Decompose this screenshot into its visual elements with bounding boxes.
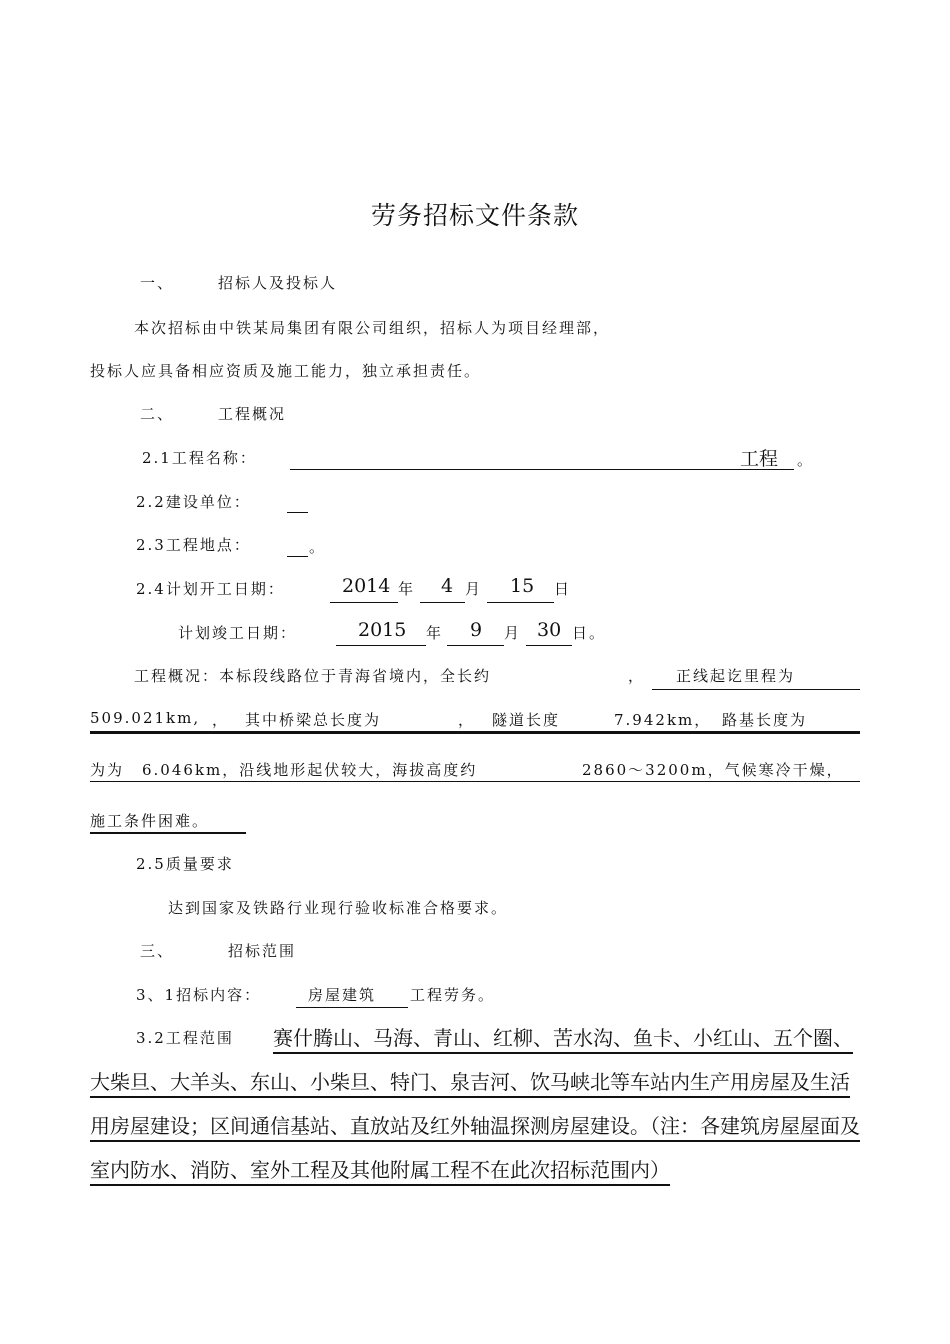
start-year: 2014: [342, 575, 391, 597]
section-1-line-1: 本次招标由中铁某局集团有限公司组织，招标人为项目经理部，: [134, 319, 611, 337]
start-day-unit: 日: [554, 580, 572, 598]
project-name-tail: 工程: [740, 448, 779, 470]
location-label: 2.3工程地点：: [136, 536, 251, 554]
start-month-underline: [420, 602, 465, 603]
overview-line-1c: 正线起讫里程为: [676, 667, 796, 685]
overview-underline-2: [90, 731, 860, 734]
end-day-underline: [526, 645, 572, 646]
scope-content-underline: [296, 1007, 408, 1008]
overview-line-3c: 2860～3200m，气候寒冷干燥，: [582, 761, 844, 779]
project-name-period: 。: [797, 451, 815, 469]
overview-line-2c: 其中桥梁总长度为: [245, 711, 382, 729]
location-underline: [287, 556, 308, 557]
scope-range-text: [90, 1016, 860, 1192]
page-title: 劳务招标文件条款: [370, 201, 579, 230]
overview-line-2e: 隧道长度: [492, 711, 561, 729]
overview-line-2a: 509.021km,: [90, 709, 201, 727]
section-3-heading: 招标范围: [228, 942, 297, 960]
project-name-underline: [290, 469, 794, 470]
quality-text: 达到国家及铁路行业现行验收标准合格要求。: [168, 899, 509, 917]
overview-line-3a: 为为: [90, 761, 125, 779]
end-year-underline: [336, 645, 426, 646]
owner-label: 2.2建设单位：: [136, 493, 251, 511]
overview-line-1a: 工程概况：本标段线路位于青海省境内，全长约: [134, 667, 492, 685]
section-3-number: 三、: [140, 942, 175, 960]
scope-range-label: 3.2工程范围: [136, 1029, 234, 1047]
end-month-unit: 月: [504, 624, 522, 642]
start-day-underline: [487, 602, 554, 603]
section-1-heading: 招标人及投标人: [218, 274, 338, 292]
overview-line-4: 施工条件困难。: [90, 812, 210, 830]
section-1-line-2: 投标人应具备相应资质及施工能力，独立承担责任。: [90, 362, 482, 380]
scope-content-label: 3、1招标内容：: [136, 986, 262, 1004]
overview-line-2d: ，: [458, 711, 476, 729]
end-year: 2015: [358, 619, 407, 641]
section-2-number: 二、: [140, 405, 175, 423]
start-year-unit: 年: [398, 580, 416, 598]
location-tail: 。: [309, 538, 327, 556]
overview-line-2g: 路基长度为: [722, 711, 808, 729]
end-month-underline: [447, 645, 504, 646]
section-2-heading: 工程概况: [218, 405, 287, 423]
start-day: 15: [510, 575, 535, 597]
overview-line-2b: ，: [212, 711, 230, 729]
overview-underline-4: [90, 832, 246, 834]
overview-line-3b: 6.046km，沿线地形起伏较大，海拔高度约: [142, 761, 478, 779]
scope-content-value: 房屋建筑: [308, 986, 377, 1004]
overview-line-2f: 7.942km，: [614, 711, 712, 729]
end-year-unit: 年: [426, 624, 444, 642]
quality-label: 2.5质量要求: [136, 855, 234, 873]
project-name-label: 2.1工程名称：: [142, 449, 257, 467]
start-year-underline: [330, 602, 398, 603]
scope-range-text-content: 赛什腾山、马海、青山、红柳、苦水沟、鱼卡、小红山、五个圈、大柴旦、大羊头、东山、小柴旦、特门、泉吉河、饮马峡北等车站内生产用房屋及生活用房屋建设；区间通信基站、直放站及红外轴温探测房屋建设。（注：各建筑房屋屋面及室内防水、消防、室外工程及其他附属工程不在此次招标范围内）: [90, 1026, 860, 1182]
end-date-label: 计划竣工日期：: [178, 624, 298, 642]
overview-underline-1: [652, 689, 860, 690]
scope-content-tail: 工程劳务。: [410, 986, 496, 1004]
end-day-unit: 日。: [572, 624, 607, 642]
overview-underline-3: [90, 781, 860, 782]
start-date-label: 2.4计划开工日期：: [136, 580, 285, 598]
start-month: 4: [441, 575, 454, 597]
owner-underline: [287, 512, 308, 513]
overview-line-1b: ，: [628, 667, 646, 685]
start-month-unit: 月: [465, 580, 483, 598]
end-month: 9: [470, 619, 483, 641]
end-day: 30: [537, 619, 562, 641]
section-1-number: 一、: [140, 274, 175, 292]
